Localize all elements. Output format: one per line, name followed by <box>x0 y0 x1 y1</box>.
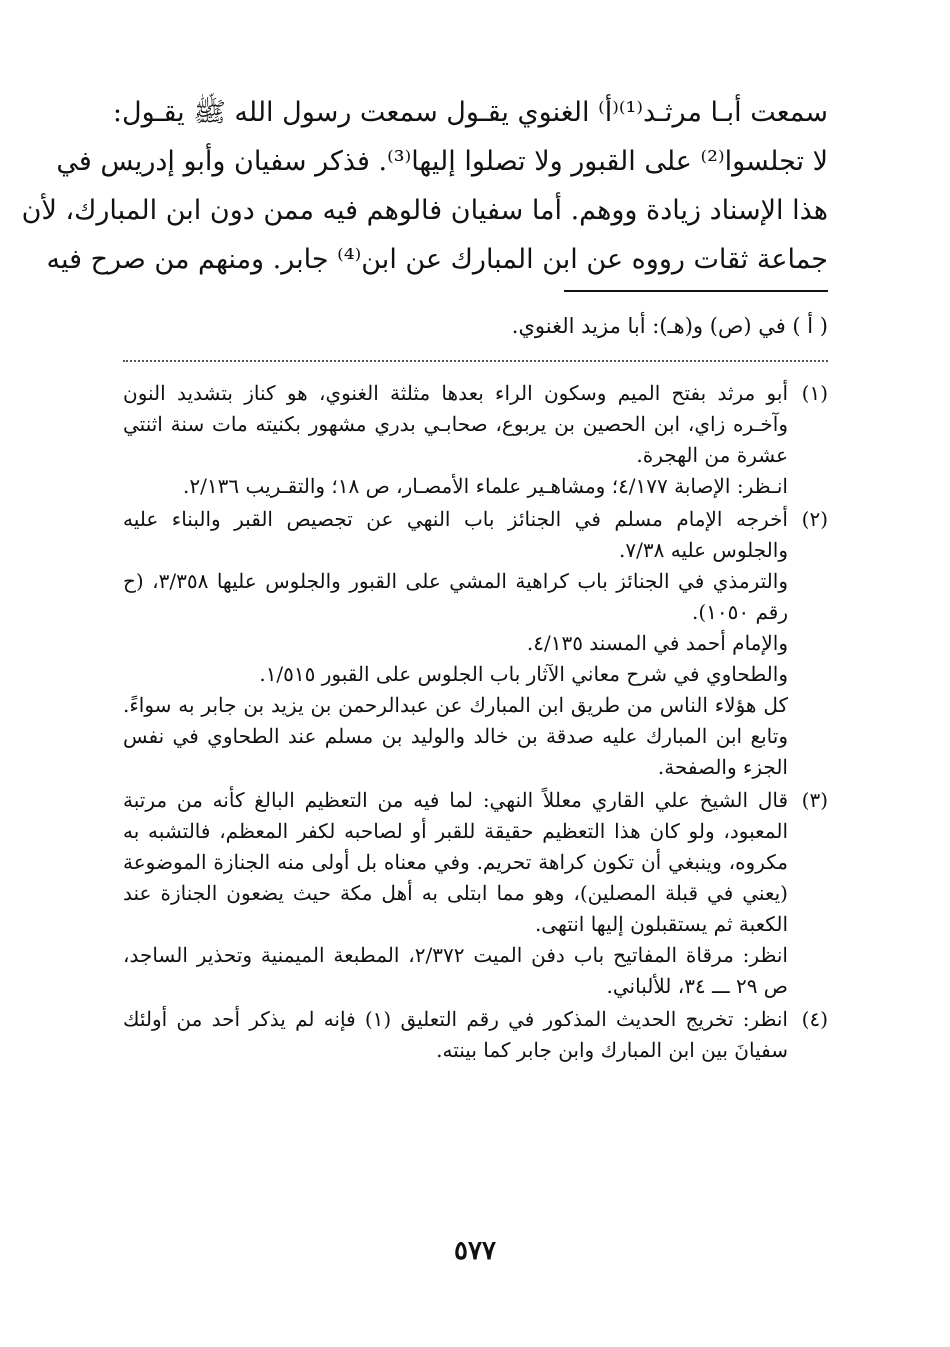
footnote <box>123 1004 828 1066</box>
footnote-paragraph: أبو مرثد بفتح الميم وسكون الراء بعدها مثلثة الغنوي، هو كناز بتشديد النون وآخـره زاي، ابن الحصين بن يربوع، صحابـي بدري مشهور بكنيته مات سنة اثنتي عشرة من الهجرة. <box>123 381 788 467</box>
footnote-body <box>123 504 788 783</box>
footnote-paragraph: انظر: مرقاة المفاتيح باب دفن الميت ٢/٣٧٢، المطبعة الميمنية وتحذير الساجد، ص ٢٩ ـــ ٣٤، للألباني. <box>123 943 788 998</box>
footnote-number: (٤) <box>801 1007 828 1031</box>
footnote-paragraph: والترمذي في الجنائز باب كراهية المشي على القبور والجلوس عليها ٣/٣٥٨، (ح رقم ١٠٥٠). <box>123 569 788 624</box>
footnote <box>123 504 828 783</box>
main-text-block <box>21 88 828 284</box>
main-text-line: هذا الإسناد زيادة ووهم. أما سفيان فالوهم فيه ممن دون ابن المبارك، لأن <box>21 195 828 226</box>
dotted-divider <box>123 360 828 362</box>
footnotes-section <box>123 378 828 1068</box>
footnote-paragraph: أخرجه الإمام مسلم في الجنائز باب النهي عن تجصيص القبر والبناء عليه والجلوس عليه ٧/٣٨. <box>123 507 788 562</box>
footnote-paragraph: قال الشيخ علي القاري معللاً النهي: لما فيه من التعظيم البالغ كأنه من مرتبة المعبود، ولو كان هذا التعظيم حقيقة للقبر أو لصاحبه لكفر المعظم، فالتشبه به مكروه، وينبغي أن تكون كراهة تحريم. وفي معناه بل أولى منه الجنازة الموضوعة (يعني في قبلة المصلين)، وهو مما ابتلى به أهل مكة حيث يضعون الجنازة عند الكعبة ثم يستقبلون إليها انتهى. <box>123 788 788 936</box>
footnote-body <box>123 1004 788 1066</box>
footnote-number: (٢) <box>801 507 828 531</box>
footnote-paragraph: والإمام أحمد في المسند ٤/١٣٥. <box>526 631 788 655</box>
footnote-body <box>123 378 788 502</box>
main-text-line: لا تجلسوا⁽²⁾ على القبور ولا تصلوا إليها⁽³⁾. فذكر سفيان وأبو إدريس في <box>56 146 828 177</box>
main-text-line: سمعت أبـا مرثـد⁽¹⁾⁽أ⁾ الغنوي يقـول سمعت رسول الله ﷺ يقـول: <box>112 97 828 128</box>
footnote-paragraph: انـظر: الإصابة ٤/١٧٧؛ ومشاهـير علماء الأمصـار، ص ١٨؛ والتقـريب ٢/١٣٦. <box>183 474 788 498</box>
variant-note: ( أ ) في (ص) و(هـ): أبا مزيد الغنوي. <box>511 314 828 338</box>
footnote-paragraph: والطحاوي في شرح معاني الآثار باب الجلوس على القبور ١/٥١٥. <box>259 662 788 686</box>
footnote <box>123 785 828 1002</box>
footnote-paragraph: كل هؤلاء الناس من طريق ابن المبارك عن عبدالرحمن بن يزيد بن جابر به سواءً. وتابع ابن المبارك عليه صدقة بن خالد والوليد بن مسلم عند الطحاوي في نفس الجزء والصفحة. <box>123 693 788 779</box>
footnote-separator <box>564 290 828 292</box>
footnote-paragraph: انظر: تخريج الحديث المذكور في رقم التعليق (١) فإنه لم يذكر أحد من أولئك سفيانَ بين ابن المبارك وابن جابر كما بينته. <box>123 1007 788 1062</box>
footnote-number: (٣) <box>801 788 828 812</box>
main-text-line: جماعة ثقات رووه عن ابن المبارك عن ابن⁽⁴⁾ جابر. ومنهم من صرح فيه <box>46 244 828 275</box>
footnote <box>123 378 828 502</box>
footnote-body <box>123 785 788 1002</box>
footnote-number: (١) <box>801 381 828 405</box>
page-number: ٥٧٧ <box>454 1236 496 1266</box>
